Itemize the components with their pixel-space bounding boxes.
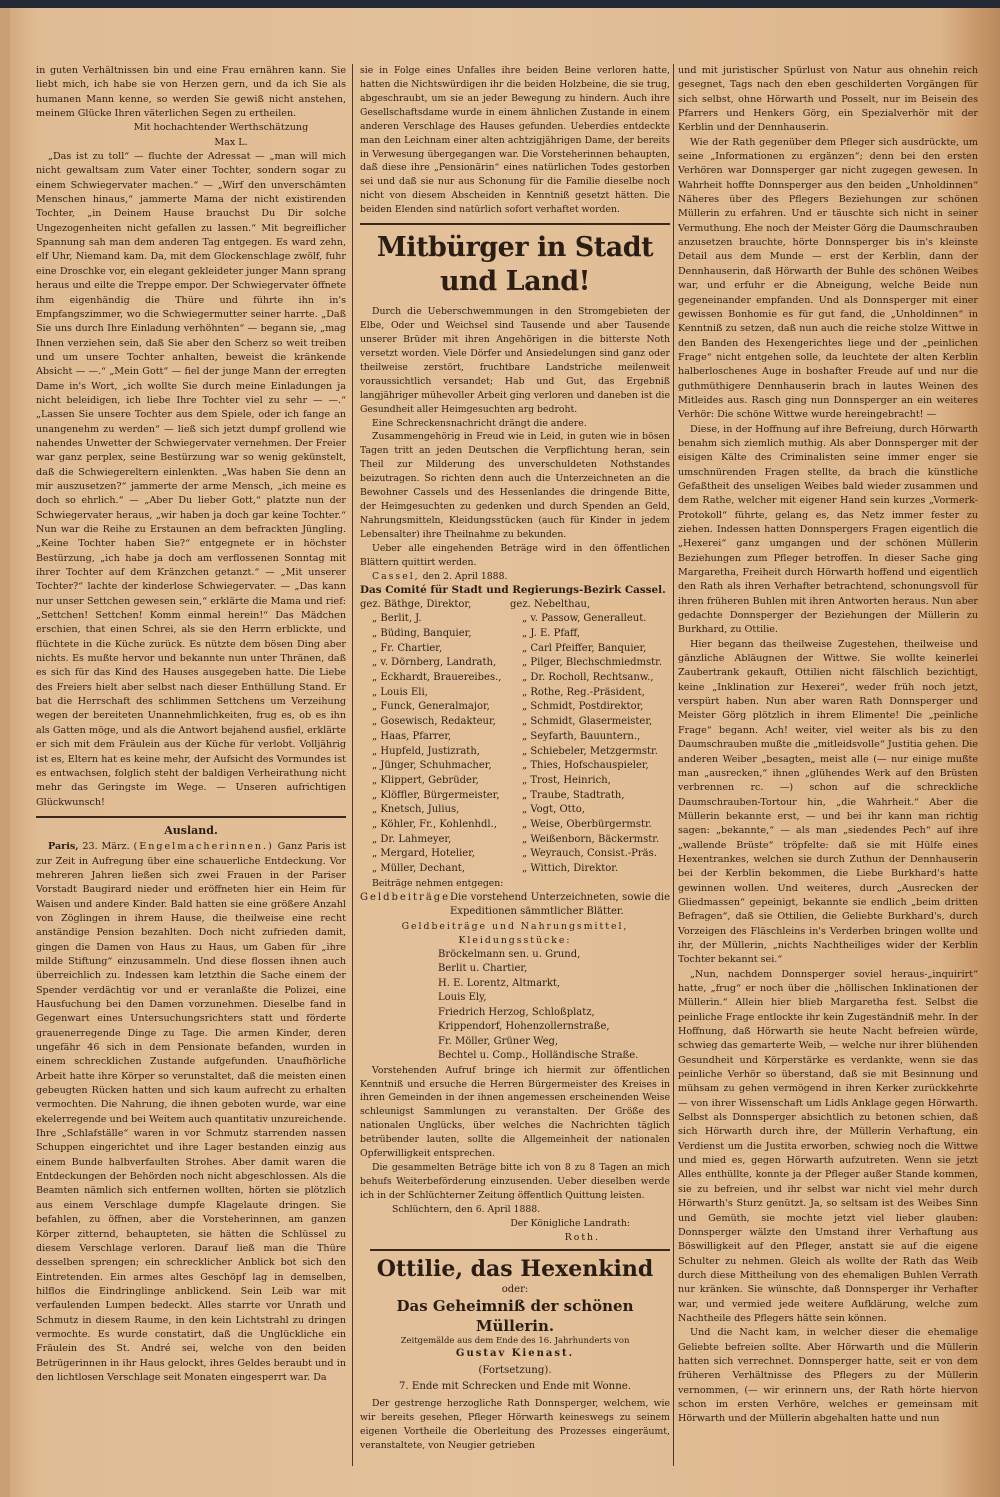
story-paragraph: und mit juristischer Spürlust von Natur aus ohnehin reich gesegnet, Tags nach den eben geschilderten Vorgängen für sich selbst, ohne Hörwarth und Posselt, nur im Beisein des Pfarrers und Henkers Görg, ein Spezialverhör mit der Kerblin und der Dennhauserin. (678, 65, 978, 134)
story-title: Ottilie, das Hexenkind (376, 1255, 654, 1282)
signatory: „ Louis Eli, (372, 686, 428, 698)
collector-item: Fr. Möller, Grüner Weg, (438, 1035, 559, 1047)
signatory: „ Pilger, Blechschmiedmstr. (522, 657, 663, 669)
signatory: „ Traube, Stadtrath, (522, 789, 625, 801)
signatory: „ Rothe, Reg.-Präsident, (522, 686, 645, 698)
signatory: „ Klöffler, Bürgermeister, (372, 789, 500, 801)
dateline-date: 23. März. (82, 841, 130, 853)
appeal-paragraph: Eine Schreckensnachricht drängt die andere. (372, 417, 587, 429)
chapter-heading: 7. Ende mit Schrecken und Ende mit Wonne. (398, 1381, 632, 1393)
landrat-title: Der Königliche Landrath: (510, 1217, 630, 1229)
signatory-list (360, 598, 670, 877)
signatory: „ J. E. Pfaff, (522, 627, 580, 639)
geld-row (360, 891, 670, 920)
signatory: „ Thies, Hofschauspieler, (522, 760, 649, 772)
story-paragraph: „Das ist zu toll“ — fluchte der Adressat — „man will mich nicht gewaltsam zum Vater einer Tochter, sondern sogar zu einem Schwiegervater machen.“ — „Wirf den unverschämten Menschen hinaus,“ jammerte Mama der nicht existirenden Tochter, „in Deinem Hause brauchst Du Dir solche Ungezogenheiten nicht gefallen zu lassen.“ Mit begreiflicher Spannung sah man dem anderen Tag entgegen. Es ward zehn, elf Uhr, Niemand kam. Da, mit dem Glockenschlage zwölf, fuhr eine Droschke vor, ein elegant gekleideter junger Mann sprang heraus und eilte die Treppe empor. Der Schwiegervater öffnete ihm eigenhändig die Thüre und führte ihn in's Empfangszimmer, wo die Schwiegermutter seiner harrte. „Daß Sie uns durch Ihre Einladung verhöhnten“ — begann sie, „mag Ihnen verziehen sein, daß Sie aber den Scherz so weit treiben und um unsere Tochter anhalten, beweist die kränkende Absicht — —.“ „Mein Gott“ — fiel der junge Mann der erregten Dame in's Wort, „ich wollte Sie durch meine Einladungen ja nicht beleidigen, ich liebe Ihre Tochter viel zu sehr — —.“ „Lassen Sie unsere Tochter aus dem Spiele, oder ich fange an unangenehm zu werden“ — ließ sich jetzt dumpf grollend wie nahendes Unwetter der Schwiegervater vernehmen. Der Freier war ganz perplex, seine Bestürzung war so wenig gekünstelt, daß die Schwiegereltern einlenkten. „Was haben Sie denn an mir auszusetzen?“ jammerte der arme Mensch, „ich meine es doch so ehrlich.“ — „Aber Du lieber Gott,“ platzte nun der Schwiegervater heraus, „wir haben ja doch gar keine Tochter.“ Nun war die Reihe zu Erstaunen an dem befrackten Jüngling. „Keine Tochter haben Sie?“ entgegnete er in höchster Bestürzung, „ich habe ja doch am verflossenen Sonntag mit ihrer Tochter auf dem Kränzchen getanzt.“ — „Mit unserer Tochter?“ lachte der kinderlose Schwiegervater. — „Das kann nur unser Settchen gewesen sein,“ erklärte die Mama und rief: „Settchen! Settchen! Komm einmal herein!“ Das Mädchen erschien, that einen Schrei, als sie den Herrn erblickte, und flüchtete in die Küche zurück. Es nützte dem bösen Ding aber nichts. Es mußte hervor und bekannte nun unter Thränen, daß es sich für das Kind des Hauses ausgegeben hatte. Die Liebe des Freiers hielt aber selbst nach dieser Enthüllung Stand. Er bat die Herrschaft des schlimmen Settchens um Verzeihung wegen der bereiteten Unannehmlichkeiten, frug es, ob es ihn als Gatten möge, und als die Antwort bejahend ausfiel, erklärte er sich mit dem Fräulein aus der Küche für verlobt. Volljährig ist es, Eltern hat es keine mehr, der Aufsicht des Vormundes ist es entwachsen, folglich steht der baldigen Verheirathung nicht mehr das Geringste im Wege. — Unseren aufrichtigen Glückwunsch! (36, 151, 346, 808)
signatory: „ v. Passow, Generalleut. (522, 613, 647, 625)
column-rule-1 (352, 64, 353, 1466)
signatories-left (360, 598, 510, 877)
signatory: „ Carl Pfeiffer, Banquier, (522, 642, 647, 654)
committee-heading: Das Comité für Stadt und Regierungs-Bezirk Cassel. (360, 583, 666, 596)
appeal-place: Cassel, (372, 570, 420, 582)
signatory: „ Büding, Banquier, (372, 627, 472, 639)
signatory: „ Klippert, Gebrüder, (372, 774, 479, 786)
contributions-intro: Beiträge nehmen entgegen: (372, 877, 504, 889)
story-continued: (Fortsetzung). (478, 1364, 552, 1376)
signatory: „ Mergard, Hotelier, (372, 848, 476, 860)
signatory: „ Weise, Oberbürgermstr. (522, 819, 652, 831)
signatory: „ Knetsch, Julius, (372, 804, 460, 816)
news-item-paris (36, 840, 346, 1385)
signatory: „ Gosewisch, Redakteur, (372, 716, 496, 728)
landrat-paragraph: Vorstehenden Aufruf bringe ich hiermit zur öffentlichen Kenntniß und ersuche die Herren Bürgermeister des Kreises in ihren Gemeinden in der ihnen angemessen erscheinenden Weise schleunigst Sammlungen zu veranstalten. Der Größe des nationalen Unglücks, über welches die Nachrichten täglich betrübender lauten, sollte die Allgemeinheit der nationalen Opferwilligkeit entsprechen. (360, 1064, 670, 1160)
collector-item: Bechtel u. Comp., Holländische Straße. (438, 1050, 639, 1062)
appeal-date: den 2. April 1888. (422, 570, 508, 582)
collector-item: Berlit u. Chartier, (438, 963, 528, 975)
story-divider (370, 1249, 670, 1251)
signatory: „ Trost, Heinrich, (522, 774, 611, 786)
story-paragraph: Hier begann das theilweise Zugestehen, theilweise und gänzliche Abläugnen der Wittwe. Sie wollte keinerlei Zaubertrank gekauft, Ottilien nicht fälschlich bezichtigt, keine „Inklination zur Hexerei“, weder früh noch jetzt, verspürt haben. Nun aber waren Rath Donnsperger und Meister Görg plötzlich in ihrem Elimente! Die „peinliche Frage“ begann. Ach! weiter, viel weiter als bis zu den Daumschrauben mußte die „mitleidsvolle“ Justitia gehen. Die anderen Weiber „besagten„ meist alle (— nur einige mußte man „ausrecken,“ ihnen „glühendes Werk auf den Brüsten verbrennen rc. —) schon auf die schreckliche Daumschrauben-Tortour hin, „die Wahrheit.“ Aber die Müllerin bekannte erst, — und bei ihr kann man richtig sagen: „bekannte,“ — als man „siedendes Pech“ auf ihre „wallende Brüste“ tröpfelte: daß sie mit Hülfe eines Hexentrankes, welchen sie durch Zuthun der Dennhauserin bei der Kerblin bekommen, die Liebe Burkhard's hatte gewinnen wollen. Und weiteres, durch „Ausrecken der Gliedmassen“ gepeinigt, bekannte sie endlich „beim dritten Befragen“, daß sie Ottilien, die Geliebte Burkhard's, durch Vorzeigen des Fläschleins in's Verderben bringen wollte und ihr, der Müllerin, „nichts Nachtheiliges wider der Kerblin Tochter bekannt sei.“ (678, 638, 978, 966)
signatory: „ Weißenborn, Bäckermstr. (522, 833, 660, 845)
signatory: „ Dr. Rocholl, Rechtsanw., (522, 672, 654, 684)
column-1 (36, 64, 346, 1385)
signatory: „ Schmidt, Postdirektor, (522, 701, 644, 713)
story-paragraph: Und die Nacht kam, in welcher dieser die ehemalige Geliebte befreien sollte. Aber Hörwarth und die Müllerin hatten sich verrechnet. Donnsperger hatte, seit er von dem früheren Verhältnisse des Pflegers zu der Müllerin vernommen, (— wir erinnern uns, der Rath hörte hiervon schon im ersten Verhöre, welches er gemeinsam mit Hörwarth und der Müllerin abgehalten hatte und nun (678, 1327, 978, 1425)
goods-line-1: Geldbeiträge und Nahrungsmittel, (401, 920, 629, 932)
signatory: „ Dr. Lahmeyer, (372, 833, 452, 845)
appeal-paragraph: Durch die Ueberschwemmungen in den Stromgebieten der Elbe, Oder und Weichsel sind Tausende und aber Tausende unserer Brüder mit ihren Angehörigen in die bitterste Noth versetzt worden. Viele Dörfer und Ansiedelungen sind ganz oder theilweise zerstört, fruchtbare Landstriche meilenweit voraussichtlich versandet; Hab und Gut, das Ergebniß langjähriger mühevoller Arbeit ging verloren und daneben ist die Gesundheit aller Heimgesuchten arg bedroht. (360, 306, 670, 415)
signatory: „ v. Dörnberg, Landrath, (372, 657, 497, 669)
letter-text: in guten Verhältnissen bin und eine Frau ernähren kann. Sie liebt mich, ich habe sie von Herzen gern, und da ich Sie als humanen Mann kenne, so werden Sie gewiß nicht anstehen, meinem Glücke Ihren väterlichen Segen zu ertheilen. (36, 65, 346, 120)
signatory: „ Hupfeld, Justizrath, (372, 745, 480, 757)
signatory: „ Berlit, J. (372, 613, 422, 625)
story-genre: Zeitgemälde aus dem Ende des 16. Jahrhunderts von (400, 1335, 630, 1346)
story-paragraph: „Nun, nachdem Donnsperger soviel heraus-„inquirirt“ hatte, „frug“ er noch über die „höllischen Inklinationen der Müllerin.“ Allein hier blieb Margaretha fest. Selbst die peinliche Frage entlockte ihr kein Zugeständniß mehr. In der Hoffnung, daß Hörwarth sie heute Nacht befreien würde, schwieg das gemarterte Weib, — welche nur ihrer blühenden Gesundheit und Körperstärke es verdankte, wenn sie das peinliche Verhör so überstand, daß sie mit Besinnung und mühsam zu gehen vermögend in ihren Kerker zurückkehrte — von ihrer Wissenschaft um Lidls Anklage gegen Hörwarth. Selbst als Donnsperger absichtlich zu betonen schien, daß sich Hörwarth durch ihre, der Müllerin Verhaftung, ein Verdienst um die Justita erworben, schwieg noch die Wittwe und mied es, gegen Hörwarth aufzutreten. Wenn sie jetzt Alles enthüllte, konnte ja der Pfleger außer Stande kommen, sie zu befreien, und ihr selbst war nicht viel mehr durch Hörwarth's Sturz genützt. Ja, so seltsam ist des Weibes Sinn und Gemüth, sie mochte jetzt viel lieber glauben: Donnsperger wälzte den Umstand ihrer Verhaftung aus Böswilligkeit auf den Pfleger, anstatt sie auf die eigene Schulter zu nehmen. Gleich als wollte der Rath das Weib durch diese Mittheilung von des ehemaligen Buhlen Verrath nur kränken. Sie wünschte, daß Donnsperger ihr Verhafter war, und vermied jede weitere Aufklärung, welche zum Nachtheile des Pflegers hätte sein können. (678, 968, 978, 1324)
appeal-divider (360, 223, 670, 225)
dateline-place: Paris, (48, 841, 79, 853)
story-oder: oder: (501, 1283, 529, 1295)
collector-item: Krippendorf, Hohenzollernstraße, (438, 1021, 610, 1033)
signatory: „ Seyfarth, Bauuntern., (522, 730, 641, 742)
signatory: „ Fr. Chartier, (372, 642, 443, 654)
letter-closing: Mit hochachtender Werthschätzung (133, 122, 309, 134)
landrat-paragraph: Die gesammelten Beträge bitte ich von 8 zu 8 Tagen an mich behufs Weiterbeförderung einzusenden. Ueber dieselben werde ich in der Schlüchterner Zeitung öffentlich Quittung leisten. (360, 1162, 670, 1201)
section-heading-ausland: Ausland. (164, 823, 218, 837)
signatory: „ Jünger, Schuhmacher, (372, 760, 492, 772)
signatory: „ Weyrauch, Consist.-Präs. (522, 848, 657, 860)
appeal-title: Mitbürger in Stadt und Land! (376, 232, 654, 298)
story-paragraph: Diese, in der Hoffnung auf ihre Befreiung, durch Hörwarth benahm sich ziemlich muthig. Als aber Donnsperger mit der eisigen Kälte des Criminalisten seine immer enger sie umschnürenden Fragen stellte, da brach die künstliche Gefaßtheit des unseligen Weibes bald wieder zusammen und dem Rathe, welcher mit eigener Hand sein kurzes „Vormerk-Protokoll“ führte, gelang es, das Netz immer fester zu ziehen. Indessen hatten Donnspergers Fragen eigentlich die „Hexerei“ ganz umgangen und der schönen Müllerin Beziehungen zum Pfleger betroffen. In dieser Sache ging Margaretha, Freiheit durch Hörwarth hoffend und eigentlich den Rath als ihren Verhafter betrachtend, schonungsvoll für ihren früheren Buhlen mit ihren Antworten heraus. Nun aber gedachte Donnsperger der Beziehungen der Müllerin zu Burkhard, zu Ottilie. (678, 423, 978, 636)
signatory: „ Wittich, Direktor. (522, 863, 619, 875)
geld-label: Geldbeiträge: (360, 891, 456, 903)
story-author: Gustav Kienast. (455, 1347, 575, 1359)
section-divider (36, 816, 346, 818)
appeal-paragraph: Zusammengehörig in Freud wie in Leid, in guten wie in bösen Tagen tritt an jeden Deutschen die Verpflichtung heran, sein Theil zur Milderung des unverschuldeten Nothstandes beizutragen. So richten denn auch die Unterzeichneten an die Bewohner Cassels und des Hessenlandes die dringende Bitte, der Heimgesuchten zu gedenken und durch Spenden an Geld, Nahrungsmitteln, Kleidungsstücken (auch für Kinder in jedem Lebensalter) ihre Theilnahme zu bekunden. (360, 431, 670, 540)
page-left-edge (0, 8, 10, 1497)
signatory: gez. Nebelthau, (510, 598, 591, 610)
collector-item: H. E. Lorentz, Altmarkt, (438, 977, 561, 989)
column-rule-2 (673, 64, 674, 1466)
landrat-date: Schlüchtern, den 6. April 1888. (392, 1203, 541, 1215)
column-3 (678, 64, 978, 1427)
geld-text: Die vorstehend Unterzeichneten, sowie die Expeditionen sämmtlicher Blätter. (450, 891, 670, 918)
signatory: „ Köhler, Fr., Kohlenhdl., (372, 819, 497, 831)
collector-item: Friedrich Herzog, Schloßplatz, (438, 1006, 595, 1018)
landrat-name: Roth. (564, 1231, 600, 1243)
signatory: „ Funck, Generalmajor, (372, 701, 490, 713)
signatories-right (510, 598, 670, 877)
goods-line-2: Kleidungsstücke: (458, 934, 572, 946)
signatory: „ Müller, Dechant, (372, 863, 465, 875)
signatory: gez. Bäthge, Direktor, (360, 598, 472, 610)
signatory: „ Schmidt, Glasermeister, (522, 716, 653, 728)
appeal-paragraph: Ueber alle eingehenden Beträge wird in den öffentlichen Blättern quittirt werden. (360, 542, 670, 568)
signatory: „ Eckhardt, Brauereibes., (372, 672, 502, 684)
collector-item: Louis Ely, (438, 992, 487, 1004)
story-paragraph: Der gestrenge herzogliche Rath Donnsperger, welchem, wie wir bereits gesehen, Pfleger Hörwarth keineswegs zu seinem eigenen Vortheile die Oberleitung des Prozesses eingeräumt, veranstaltete, von Neugier getrieben (360, 1398, 670, 1452)
collector-item: Bröckelmann sen. u. Grund, (438, 948, 581, 960)
story-paragraph: Wie der Rath gegenüber dem Pfleger sich ausdrückte, um seine „Informationen zu ergänzen“; denn bei den ersten Verhören war Donnsperger gar nicht zugegen gewesen. In Wahrheit hoffte Donnsperger aus den beiden „Unholdinnen“ Näheres über des Pflegers Beziehungen zur schönen Müllerin zu erfahren. Und er täuschte sich nicht in seiner Vermuthung. Ehe noch der Meister Görg die Daumschrauben anzusetzen brauchte, hörte Donnsperger bis in's kleinste Detail aus dem Munde — erst der Kerblin, dann der Dennhauserin, daß Hörwarth der Buhle des schönen Weibes war, und erfuhr er die Abneigung, welche Beide nun gegeneinander empfanden. Und als Donnsperger mit einer gewissen Bonhomie es für gut fand, die „Unholdinnen“ in Kenntniß zu setzen, daß nun auch die reiche stolze Wittwe in den Banden des Hexengerichtes liege und der „peinlichen Frage“ nicht entgehen solle, da leuchtete der alten Kerblin halberloschenes Auge in boshafter Freude auf und nur die guthmüthigere Dennhauserin brach in lautes Weinen des Mitleides aus. Rasch ging nun Donnsperger an ein weiteres Verhör: Die schöne Wittwe wurde hereingebracht! — (678, 136, 978, 421)
news-text: Ganz Paris ist zur Zeit in Aufregung über eine schauerliche Entdeckung. Vor mehreren Jahren ließen sich zwei Frauen in der Pariser Vorstadt Baugirard nieder und eröffneten hier ein Heim für Waisen und andere Kinder. Bald hatten sie eine größere Anzahl von Zöglingen in ihrem Hause, die theilweise eine recht anständige Pension bezahlten. Doch nicht zufrieden damit, gingen die Damen von Haus zu Haus, um Gaben für „ihre milde Stiftung“ einzusammeln. Und diese flossen ihnen auch überreichlich zu. Indessen kam letzthin die Sache einem der Spender verdächtig vor und er veranlaßte die Polizei, eine Hausfuchung bei den Damen vorzunehmen. Dieselbe fand in Gegenwart eines Untersuchungsrichters statt und förderte grauenerregende Dinge zu Tage. Die armen Kinder, deren ungefähr 46 sich in dem Pensionate befanden, wurden in einem schrecklichen Zustande aufgefunden. Unaufhörliche Arbeit hatte ihre Körper so verunstaltet, daß die meisten einen gebeugten Rücken hatten und sich kaum aufrecht zu erhalten vermochten. Die Nahrung, die ihnen geboten wurde, war eine ekelerregende und bei Weitem auch quantitativ unzureichende. Ihre „Schlafställe“ waren in vor Schmutz starrenden nassen Schuppen eingerichtet und ihre Lager bestanden einzig aus einem Bunde halbverfaulten Strohes. Aber damit waren die Entdeckungen der Behörden noch nicht abgeschlossen. Als die Beamten nämlich sich entfernen wollten, hörten sie plötzlich aus einem Verschlage dumpfe Klagelaute dringen. Sie befahlen, zu öffnen, aber die Vorsteherinnen, am ganzen Körper zitternd, behaupteten, sie hätten die Schlüssel zu diesem Verschlage verloren. Darauf ließ man die Thüre desselben sprengen; ein schrecklicher Anblick bot sich den Eintretenden. Ein armes altes Geschöpf lag in demselben, hilflos die Eindringlinge anblickend. Sein Leib war mit verfaulenden Lumpen bedeckt. Alles starrte vor Unrath und Schmutz in diesem Raume, in den kein Lichtstrahl zu dringen vermochte. Es wurde constatirt, daß die Unglückliche ein Fräulein des St. André sei, welche von den beiden Betrügerinnen in ihr Haus gelockt, ihres Geldes beraubt und in den lichtlosen Verschlage seit Monaten eingesperrt war. Da (36, 841, 347, 1383)
collector-list (360, 948, 670, 1064)
signatory: „ Vogt, Otto, (522, 804, 585, 816)
column-2 (360, 64, 670, 1453)
signatory: „ Schiebeler, Metzgermstr. (522, 745, 658, 757)
story-subtitle: Das Geheimniß der schönen Müllerin. (396, 1296, 634, 1335)
news-continuation: sie in Folge eines Unfalles ihre beiden Beine verloren hatte, hatten die Nichtswürdigen ihr die beiden Holzbeine, die sie trug, abgeschraubt, um sie an jeder Bewegung zu hindern. Auch ihre Gesellschaftsdame wurde in einem ähnlichen Zustande in einem anderen Verschlage des Hauses gefunden. Ueberdies entdeckte man den Leichnam einer alten achtzigjährigen Dame, der bereits in Verwesung übergegangen war. Die Vorsteherinnen behaupten, daß diese ihre „Pensionärin“ eines natürlichen Todes gestorben sei und daß sie nur aus Schonung für die Familie dieselbe noch nicht von diesem Abscheiden in Kenntniß gesetzt hätten. Die beiden Elenden sind natürlich sofort verhaftet worden. (360, 65, 670, 216)
letter-signature: Max L. (214, 136, 248, 148)
signatory: „ Haas, Pfarrer, (372, 730, 452, 742)
dateline-topic: (Engelmacherinnen.) (133, 841, 274, 853)
appeal-dateline (360, 570, 670, 584)
